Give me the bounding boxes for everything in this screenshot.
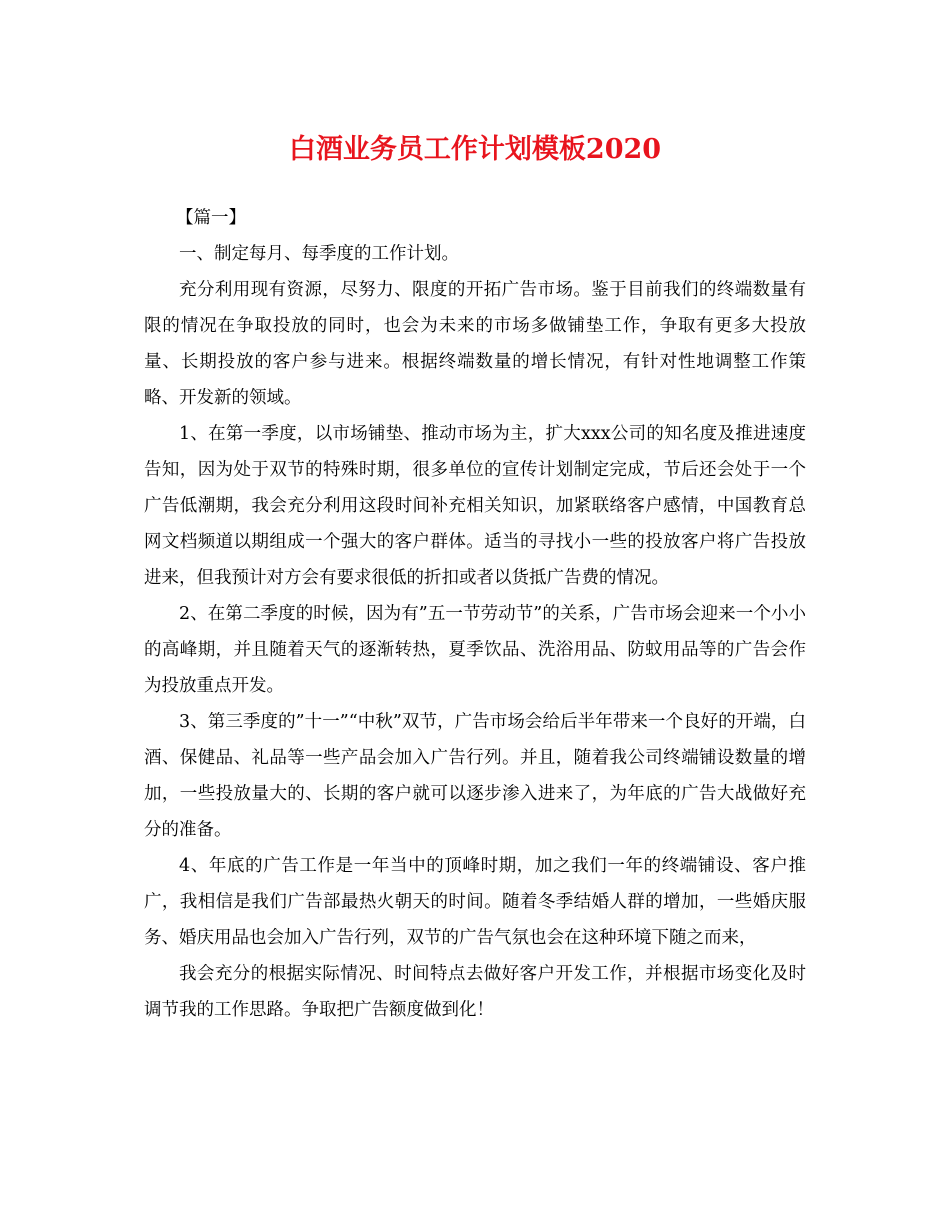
- document-title: 白酒业务员工作计划模板2020: [288, 134, 662, 165]
- paragraph-conclusion: 我会充分的根据实际情况、时间特点去做好客户开发工作，并根据市场变化及时调节我的工作思路。争取把广告额度做到化！: [144, 964, 806, 1020]
- paragraph-intro: 充分利用现有资源，尽努力、限度的开拓广告市场。鉴于目前我们的终端数量有限的情况在争取投放的同时，也会为未来的市场多做铺垫工作，争取有更多大投放量、长期投放的客户参与进来。根据终端数量的增长情况，有针对性地调整工作策略、开发新的领域。: [144, 280, 806, 408]
- section-label: 【篇一】: [176, 208, 246, 228]
- paragraph-q3: 3、第三季度的”十一”“中秋”双节，广告市场会给后半年带来一个良好的开端，白酒、保健品、礼品等一些产品会加入广告行列。并且，随着我公司终端铺设数量的增加，一些投放量大的、长期的客户就可以逐步渗入进来了，为年底的广告大战做好充分的准备。: [144, 712, 806, 840]
- paragraph-q4: 4、年底的广告工作是一年当中的顶峰时期，加之我们一年的终端铺设、客户推广，我相信是我们广告部最热火朝天的时间。随着冬季结婚人群的增加，一些婚庆服务、婚庆用品也会加入广告行列，双节的广告气氛也会在这种环境下随之而来，: [144, 856, 806, 948]
- document-body: [144, 200, 806, 1028]
- paragraph-q2: 2、在第二季度的时候，因为有”五一节劳动节”的关系，广告市场会迎来一个小小的高峰期，并且随着天气的逐渐转热，夏季饮品、洗浴用品、防蚊用品等的广告会作为投放重点开发。: [144, 604, 806, 696]
- paragraph-q1: 1、在第一季度，以市场铺垫、推动市场为主，扩大xxx公司的知名度及推进速度告知，因为处于双节的特殊时期，很多单位的宣传计划制定完成，节后还会处于一个广告低潮期，我会充分利用这段时间补充相关知识，加紧联络客户感情，中国教育总网文档频道以期组成一个强大的客户群体。适当的寻找小一些的投放客户将广告投放进来，但我预计对方会有要求很低的折扣或者以货抵广告费的情况。: [144, 424, 806, 588]
- paragraph-heading: 一、制定每月、每季度的工作计划。: [179, 244, 459, 264]
